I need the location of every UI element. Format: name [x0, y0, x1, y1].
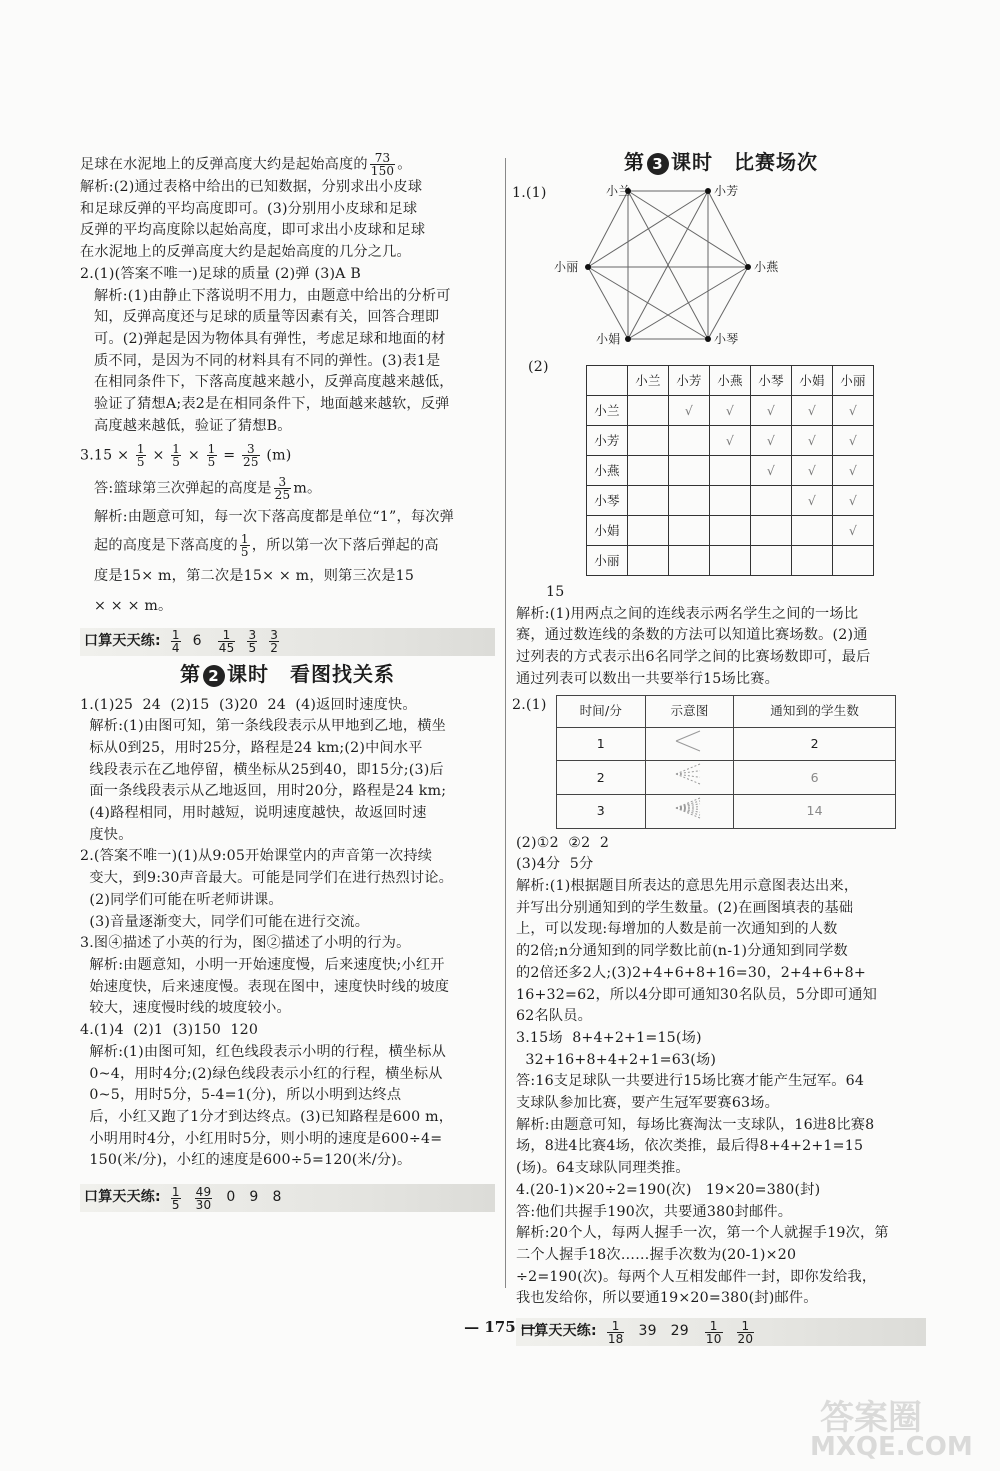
mental-math-bar: [80, 628, 495, 656]
table-cell: 小琴: [751, 366, 792, 396]
question-3-equation: [80, 443, 495, 468]
match-line: [588, 191, 628, 267]
denominator: 18: [607, 1331, 624, 1346]
table-cell: [833, 546, 874, 576]
fraction: [136, 443, 146, 468]
answer-line: 的2倍还多2人;(3)2+4+6+8+16=30，2+4+6+8+: [516, 964, 866, 981]
table-cell: √: [710, 396, 751, 426]
section-title-lesson-2: [80, 661, 495, 687]
table-cell: √: [710, 426, 751, 456]
answer-line: 解析:由题意可知，每场比赛淘汰一支球队，16进8比赛8: [516, 1116, 875, 1133]
answer-line: (2)①2 ②2 2: [516, 834, 610, 851]
text: 足球在水泥地上的反弹高度大约是起始高度的: [80, 156, 368, 173]
answer-line: 较大，速度慢时线的坡度较小。: [80, 1000, 291, 1017]
table-cell: [751, 486, 792, 516]
table-cell: 小芳: [587, 426, 628, 456]
text: (m): [266, 447, 292, 464]
denominator: 150: [370, 164, 395, 178]
answer-line: 上，可以发现:每增加的人数是前一次通知到的人数: [516, 921, 838, 938]
answer-line: 0~5，用时5分，5-4=1(分)，所以小明到达终点: [80, 1087, 402, 1104]
match-line: [708, 267, 748, 339]
value: 39 29: [638, 1323, 689, 1340]
answer-line: 线段表示在乙地停留，横坐标从25到40，即15分;(3)后: [80, 761, 444, 778]
text: 。: [397, 156, 412, 173]
table-header-cell: 示意图: [645, 695, 734, 727]
table-cell: √: [833, 426, 874, 456]
table-row: [587, 456, 874, 486]
player-label: 小兰: [606, 184, 631, 198]
table-row: [587, 366, 874, 396]
table-cell: 6: [734, 761, 896, 795]
fraction: [171, 629, 181, 654]
denominator: 10: [705, 1331, 722, 1346]
player-node: [705, 336, 711, 342]
left-column: [80, 150, 495, 1218]
denominator: 30: [195, 1197, 212, 1212]
explanation-line: 赛，通过数连线的条数的方法可以知道比赛场数。(2)通: [516, 627, 868, 644]
table-cell: [710, 546, 751, 576]
table-cell: 1: [557, 727, 646, 761]
right-column: [512, 150, 926, 1352]
table-cell: [669, 456, 710, 486]
explanation-line: [80, 533, 495, 558]
denominator: 25: [243, 455, 259, 470]
text: 起的高度是下落高度的: [94, 537, 238, 554]
numerator: 3: [248, 628, 257, 643]
numerator: 49: [195, 1184, 212, 1199]
table-cell: [669, 546, 710, 576]
table-header-cell: 时间/分: [557, 695, 646, 727]
match-diagram-block: [512, 183, 926, 353]
match-line: [588, 267, 628, 339]
player-node: [705, 188, 711, 194]
player-node: [585, 264, 591, 270]
answer-line: 解析:(1)由图可知，第一条线段表示从甲地到乙地，横坐: [80, 718, 447, 735]
denominator: 20: [737, 1331, 754, 1346]
answer-line: 3.图④描述了小英的行为，图②描述了小明的行为。: [80, 935, 411, 952]
explanation-line: 解析:(2)通过表格中给出的已知数据，分别求出小皮球: [80, 179, 423, 195]
answer-line: 支球队参加比赛，要产生冠军要赛63场。: [516, 1095, 780, 1112]
explanation-line: 质不同，是因为不同的材料具有不同的弹性。(3)表1是: [94, 352, 441, 369]
text: 第: [180, 661, 201, 686]
table-cell: 小丽: [833, 366, 874, 396]
answer-line: 度快。: [80, 826, 133, 843]
page-number: — 175 —: [464, 1318, 536, 1336]
column-divider: [505, 158, 506, 1288]
numerator: 1: [705, 1320, 723, 1333]
answer-line: 场，8进4比赛4场，依次类推，最后得8+4+2+1=15: [516, 1138, 864, 1155]
fraction: [247, 629, 257, 654]
answer-line: (2)同学们可能在听老师讲课。: [80, 891, 283, 908]
table-header-cell: 通知到的学生数: [734, 695, 896, 727]
fraction: [269, 629, 279, 654]
answer-line: 的2倍;n分通知到的同学数比前(n-1)分通知到同学数: [516, 943, 848, 960]
answer-line: 解析:由题意知，小明一开始速度慢，后来速度快;小红开: [80, 956, 445, 973]
table-cell: √: [792, 426, 833, 456]
numerator: 1: [172, 442, 181, 457]
table-row: [587, 396, 874, 426]
numerator: 1: [171, 628, 180, 643]
numerator: 73: [370, 152, 396, 165]
denominator: 25: [274, 488, 291, 503]
answer-line: 62名队员。: [516, 1008, 593, 1025]
table-cell: [628, 516, 669, 546]
explanation-line: 可。(2)弹起是因为物体具有弹性，考虑足球和地面的材: [94, 330, 446, 347]
explanation-line: 解析:(1)由静止下落说明不用力，由题意中给出的分析可: [94, 287, 451, 304]
branch-icon: [645, 727, 734, 761]
table-cell: [587, 366, 628, 396]
answer-line: 我也发给你，所以要通19×20=380(封)邮件。: [516, 1290, 818, 1307]
table-cell: 小燕: [710, 366, 751, 396]
table-row: [557, 727, 896, 761]
numerator: 1: [207, 442, 216, 457]
fraction: [240, 533, 250, 558]
numerator: 3: [274, 476, 292, 489]
table-cell: 2: [557, 761, 646, 795]
numerator: 1: [737, 1320, 755, 1333]
match-table: [586, 365, 874, 576]
answer-line: 标从0到25，用时25分，路程是24 km;(2)中间水平: [80, 739, 423, 756]
hexagon-diagram: [546, 183, 806, 353]
value: 0 9 8: [226, 1189, 282, 1206]
table-header-row: [557, 695, 896, 727]
denominator: 5: [240, 545, 249, 560]
table-cell: √: [792, 486, 833, 516]
answer-line: 1.(1)25 24 (2)15 (3)20 24 (4)返回时速度快。: [80, 696, 417, 713]
table-cell: [710, 456, 751, 486]
explanation-line: 知，反弹高度还与足球的质量等因素有关，回答合理即: [94, 309, 440, 326]
fraction: [171, 1186, 181, 1211]
player-label: 小娟: [596, 332, 621, 346]
answer-line: [80, 152, 495, 177]
branch-icon: [645, 761, 734, 795]
lesson-number-badge: 2: [203, 665, 225, 687]
player-label: 小燕: [754, 260, 779, 274]
explanation-line: 解析:(1)用两点之间的连线表示两名学生之间的一场比: [516, 605, 859, 622]
table-cell: 小燕: [587, 456, 628, 486]
answer-line: 并写出分别通知到的学生数量。(2)在画图填表的基础: [516, 899, 854, 916]
denominator: 45: [218, 641, 235, 656]
answer-line: 32+16+8+4+2+1=63(场): [516, 1051, 717, 1068]
table-cell: [710, 516, 751, 546]
table-cell: √: [833, 456, 874, 486]
table-cell: [792, 516, 833, 546]
explanation-line: 过列表的方式表示出6名同学之间的比赛场数即可，最后: [516, 649, 871, 666]
answer-line: 二个人握手18次……握手次数为(20-1)×20: [516, 1246, 797, 1263]
answer-line: 4.(20-1)×20÷2=190(次) 19×20=380(封): [516, 1181, 821, 1198]
text: 第: [624, 150, 645, 174]
text: =: [223, 447, 236, 464]
table-cell: 小兰: [628, 366, 669, 396]
fraction: [195, 1186, 213, 1211]
section-title-lesson-3: [516, 152, 926, 175]
table-row: [587, 426, 874, 456]
table-cell: 小琴: [587, 486, 628, 516]
table-cell: [751, 516, 792, 546]
answer-line: ÷2=190(次)。每两个人互相发邮件一封，即你发给我，: [516, 1268, 877, 1285]
table-cell: 2: [734, 727, 896, 761]
answer-line: 4.(1)4 (2)1 (3)150 120: [80, 1022, 259, 1039]
denominator: 5: [172, 455, 181, 470]
match-line: [588, 191, 708, 267]
table-cell: 3: [557, 794, 646, 828]
question-2-answers: [516, 833, 926, 1310]
text: 课时 比赛场次: [671, 150, 818, 174]
answer-line: 始速度快，后来速度慢。表现在图中，速度快时线的坡度: [80, 978, 450, 995]
mental-math-bar: [80, 1184, 495, 1212]
denominator: 5: [248, 641, 257, 656]
explanation-line: 解析:由题意可知，每一次下落高度都是单位“1”，每次弹: [94, 509, 455, 526]
explanation-line: 通过列表可以数出一共要举行15场比赛。: [516, 670, 780, 687]
table-row: [557, 794, 896, 828]
explanation-line: 高度越来越低，验证了猜想B。: [94, 417, 292, 434]
mental-math-label: 口算天天练:: [84, 1189, 161, 1206]
table-cell: 小娟: [792, 366, 833, 396]
answer-line: 150(米/分)，小红的速度是600÷5=120(米/分)。: [80, 1152, 412, 1169]
numerator: 1: [607, 1320, 625, 1333]
numerator: 3: [270, 628, 279, 643]
explanation-line: 和足球反弹的平均高度即可。(3)分别用小皮球和足球: [80, 200, 418, 217]
numerator: 1: [136, 442, 145, 457]
table-cell: √: [792, 456, 833, 486]
explanation-line: × × × m。: [94, 597, 173, 614]
answer-line: 0~4，用时4分;(2)绿色线段表示小红的行程，横坐标从: [80, 1065, 443, 1082]
grid-block: [516, 359, 926, 576]
answer-line: 面一条线段表示从乙地返回，用时20分，路程是24 km;: [80, 783, 447, 800]
answer-line: (3)音量逐渐变大，同学们可能在进行交流。: [80, 913, 370, 930]
table-cell: √: [833, 516, 874, 546]
denominator: 5: [136, 455, 145, 470]
numerator: 1: [171, 1184, 180, 1199]
lesson-2-answers: [80, 695, 495, 1172]
player-node: [745, 264, 751, 270]
table-cell: √: [751, 426, 792, 456]
explanation-line: 验证了猜想A;表2是在相同条件下，地面越来越软，反弹: [94, 396, 450, 413]
table-cell: √: [669, 396, 710, 426]
numerator: 1: [218, 629, 236, 642]
table-row: [557, 761, 896, 795]
explanation-line: 反弹的平均高度除以起始高度，即可求出小皮球和足球: [80, 222, 426, 239]
table-row: [587, 546, 874, 576]
match-line: [708, 191, 748, 267]
answer-line: 小明用时4分，小红用时5分，则小明的速度是600÷4=: [80, 1130, 443, 1147]
mental-math-label: 口算天天练:: [520, 1323, 597, 1340]
fraction: [242, 443, 260, 468]
table-cell: [628, 486, 669, 516]
numerator: 1: [240, 532, 249, 547]
answer-line: 解析:20个人，每两人握手一次，第一个人就握手19次，第: [516, 1225, 889, 1242]
text: 答:篮球第三次弹起的高度是: [94, 480, 272, 497]
table-cell: 14: [734, 794, 896, 828]
table-cell: [628, 546, 669, 576]
player-node: [625, 336, 631, 342]
table-cell: 小芳: [669, 366, 710, 396]
question-label: 2.(1): [512, 696, 547, 713]
watermark-brand: 答案圈: [820, 1398, 922, 1438]
table-cell: √: [833, 396, 874, 426]
text: 课时 看图找关系: [227, 661, 395, 686]
denominator: 4: [171, 641, 180, 656]
answer-count: 15: [546, 584, 565, 600]
table-cell: [628, 396, 669, 426]
denominator: 5: [207, 455, 216, 470]
answer-line: 解析:(1)根据题目所表达的意思先用示意图表达出来，: [516, 878, 859, 895]
lesson-number-badge: 3: [647, 153, 669, 175]
table-cell: √: [833, 486, 874, 516]
match-line: [628, 267, 748, 339]
player-label: 小丽: [554, 260, 579, 274]
question-3-answer: [80, 476, 495, 501]
table-cell: [751, 546, 792, 576]
question-2-answer: 2.(1)(答案不唯一)足球的质量 (2)弹 (3)A B: [80, 265, 361, 282]
fraction: [171, 443, 181, 468]
question-label: 1.(1): [512, 185, 547, 201]
answer-line: 解析:(1)由图可知，红色线段表示小明的行程，横坐标从: [80, 1043, 447, 1060]
table-cell: [628, 456, 669, 486]
answer-line: 答:16支足球队一共要进行15场比赛才能产生冠军。64: [516, 1073, 865, 1090]
answer-line: 2.(答案不唯一)(1)从9:05开始课堂内的声音第一次持续: [80, 848, 433, 865]
answer-line: 答:他们共握手190次，共要通380封邮件。: [516, 1203, 793, 1220]
table-row: [587, 516, 874, 546]
question-label: (2): [528, 359, 549, 375]
table-cell: 小兰: [587, 396, 628, 426]
answer-line: (4)路程相同，用时越短，说明速度越快，故返回时速: [80, 805, 427, 822]
notify-table: [556, 695, 896, 829]
fraction: [207, 443, 217, 468]
denominator: 2: [270, 641, 279, 656]
denominator: 5: [171, 1197, 180, 1212]
table-cell: [669, 426, 710, 456]
table-cell: [792, 546, 833, 576]
text: 3.15 ×: [80, 447, 130, 464]
table-cell: 小娟: [587, 516, 628, 546]
explanation-line: 在水泥地上的反弹高度大约是起始高度的几分之几。: [80, 244, 411, 261]
text: ×: [152, 447, 165, 464]
table-cell: [669, 516, 710, 546]
explanation-line: 在相同条件下，下落高度越来越小，反弹高度越来越低，: [94, 374, 454, 391]
text: ×: [187, 447, 200, 464]
text: m。: [293, 480, 322, 497]
fraction: [218, 629, 236, 654]
notify-block: [512, 695, 926, 829]
value: 6: [192, 632, 202, 649]
numerator: 3: [242, 443, 260, 456]
answer-line: (场)。64支球队同理类推。: [516, 1160, 690, 1177]
table-cell: [628, 426, 669, 456]
table-cell: [669, 486, 710, 516]
table-cell: √: [751, 396, 792, 426]
table-cell: [710, 486, 751, 516]
match-line: [588, 267, 708, 339]
table-cell: 小丽: [587, 546, 628, 576]
fraction: [370, 152, 396, 177]
player-label: 小芳: [714, 184, 739, 198]
table-row: [587, 486, 874, 516]
text: ，所以第一次下落后弹起的高: [251, 537, 439, 554]
answer-line: 变大，到9:30声音最大。可能是同学们在进行热烈讨论。: [80, 870, 453, 887]
branch-icon: [645, 794, 734, 828]
table-cell: √: [792, 396, 833, 426]
fraction: [274, 476, 292, 501]
player-label: 小琴: [714, 332, 739, 346]
mental-math-label: 口算天天练:: [84, 632, 161, 649]
answer-line: 16+32=62，所以4分即可通知30名队员，5分即可通知: [516, 986, 878, 1003]
answer-line: 3.15场 8+4+2+1=15(场): [516, 1029, 702, 1046]
answer-line: 后，小红又跑了1分才到达终点。(3)已知路程是600 m，: [80, 1108, 454, 1125]
watermark-site: MXQE.COM: [810, 1432, 973, 1462]
table-cell: √: [751, 456, 792, 486]
answer-line: (3)4分 5分: [516, 856, 594, 873]
explanation-line: 度是15× m，第二次是15× × m，则第三次是15: [94, 568, 415, 585]
